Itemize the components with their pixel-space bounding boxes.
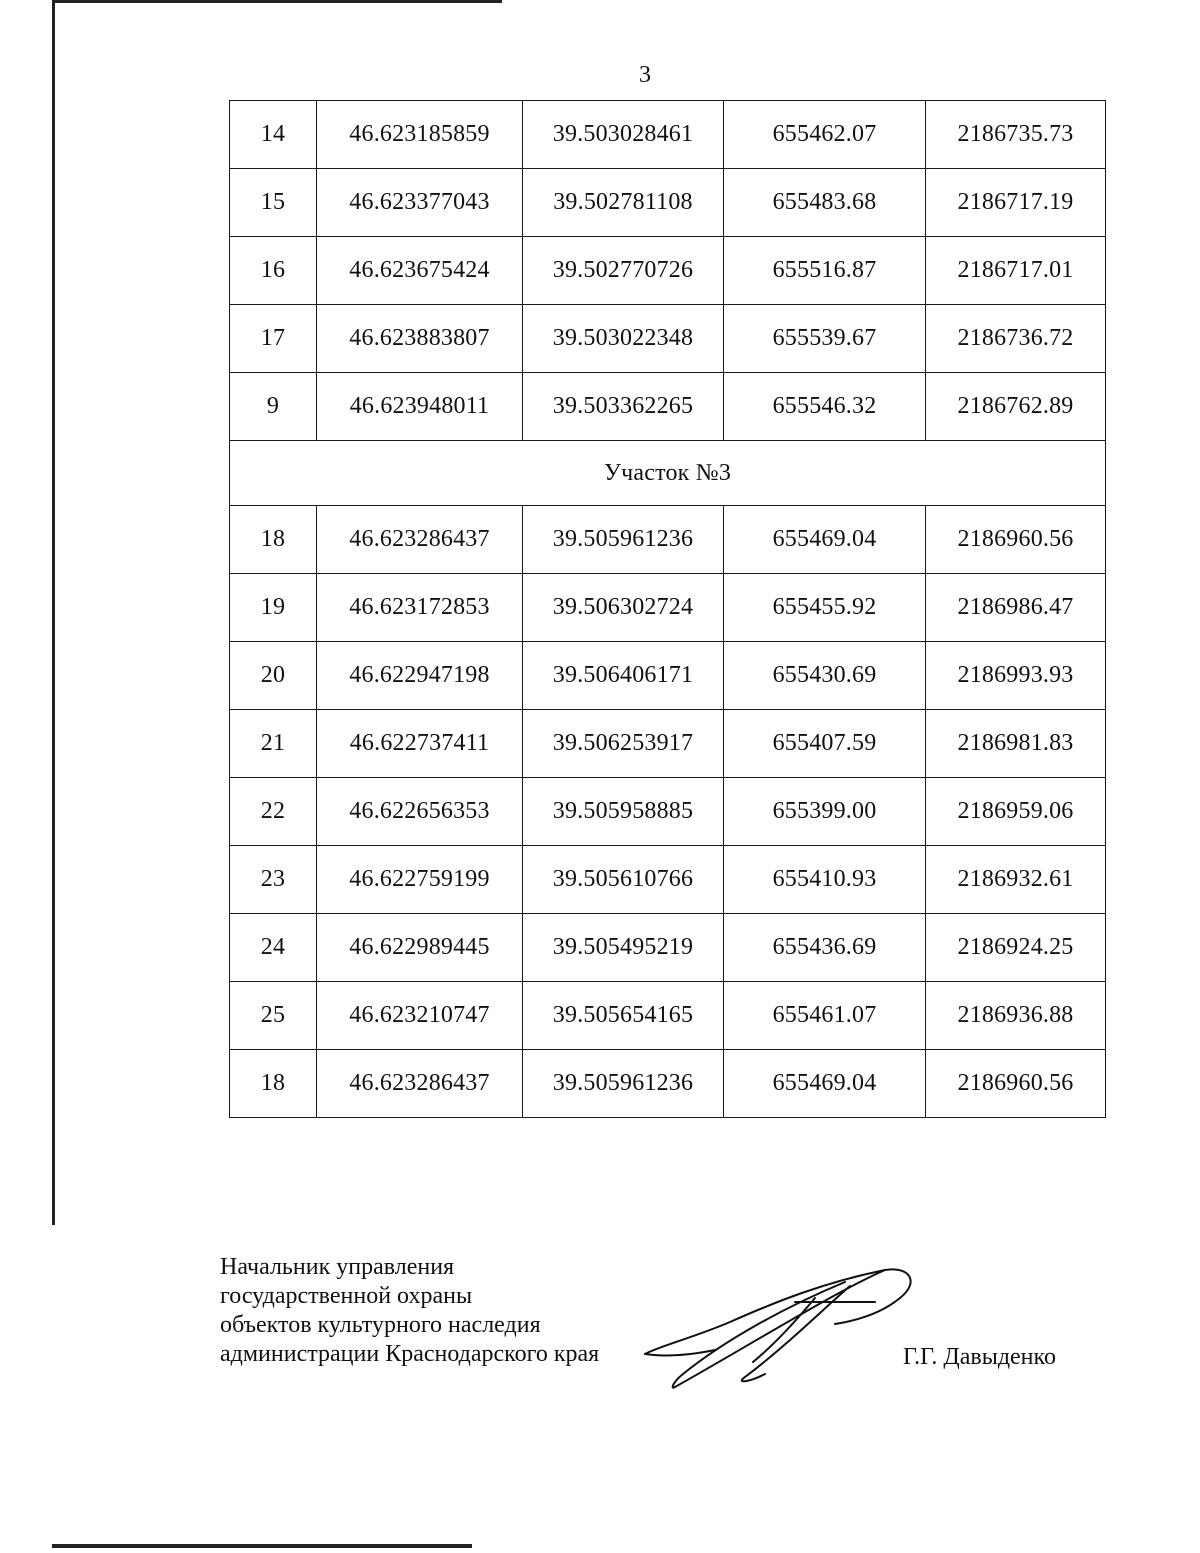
coord-x-cell: 655399.00 xyxy=(724,778,926,846)
longitude-cell: 39.505961236 xyxy=(523,1050,724,1118)
point-number-cell: 16 xyxy=(230,237,317,305)
point-number-cell: 21 xyxy=(230,710,317,778)
table-row xyxy=(230,305,1106,373)
coord-y-cell: 2186960.56 xyxy=(926,1050,1106,1118)
latitude-cell: 46.622737411 xyxy=(317,710,523,778)
table-row xyxy=(230,169,1106,237)
coord-y-cell: 2186717.01 xyxy=(926,237,1106,305)
table-row xyxy=(230,982,1106,1050)
signer-position xyxy=(220,1253,599,1369)
coord-x-cell: 655436.69 xyxy=(724,914,926,982)
point-number-cell: 14 xyxy=(230,101,317,169)
latitude-cell: 46.622759199 xyxy=(317,846,523,914)
longitude-cell: 39.502770726 xyxy=(523,237,724,305)
scan-edge-bottom xyxy=(52,1544,472,1548)
point-number-cell: 19 xyxy=(230,574,317,642)
longitude-cell: 39.505610766 xyxy=(523,846,724,914)
latitude-cell: 46.622989445 xyxy=(317,914,523,982)
coord-y-cell: 2186736.72 xyxy=(926,305,1106,373)
coord-x-cell: 655461.07 xyxy=(724,982,926,1050)
coord-y-cell: 2186986.47 xyxy=(926,574,1106,642)
coord-y-cell: 2186981.83 xyxy=(926,710,1106,778)
coord-y-cell: 2186960.56 xyxy=(926,506,1106,574)
table-row xyxy=(230,574,1106,642)
latitude-cell: 46.623210747 xyxy=(317,982,523,1050)
coord-x-cell: 655483.68 xyxy=(724,169,926,237)
longitude-cell: 39.502781108 xyxy=(523,169,724,237)
longitude-cell: 39.506253917 xyxy=(523,710,724,778)
coord-y-cell: 2186762.89 xyxy=(926,373,1106,441)
latitude-cell: 46.623675424 xyxy=(317,237,523,305)
latitude-cell: 46.622947198 xyxy=(317,642,523,710)
table-row xyxy=(230,642,1106,710)
coord-y-cell: 2186924.25 xyxy=(926,914,1106,982)
point-number-cell: 24 xyxy=(230,914,317,982)
latitude-cell: 46.623948011 xyxy=(317,373,523,441)
scan-edge-left xyxy=(52,0,55,1225)
longitude-cell: 39.505961236 xyxy=(523,506,724,574)
signer-name: Г.Г. Давыденко xyxy=(903,1344,1056,1370)
latitude-cell: 46.623286437 xyxy=(317,506,523,574)
coord-x-cell: 655539.67 xyxy=(724,305,926,373)
section-header-row xyxy=(230,441,1106,506)
point-number-cell: 25 xyxy=(230,982,317,1050)
longitude-cell: 39.505654165 xyxy=(523,982,724,1050)
coord-x-cell: 655469.04 xyxy=(724,1050,926,1118)
point-number-cell: 23 xyxy=(230,846,317,914)
longitude-cell: 39.503022348 xyxy=(523,305,724,373)
latitude-cell: 46.623185859 xyxy=(317,101,523,169)
signer-position-line: государственной охраны xyxy=(220,1283,473,1309)
signer-position-line: Начальник управления xyxy=(220,1254,455,1280)
longitude-cell: 39.506302724 xyxy=(523,574,724,642)
handwritten-signature xyxy=(635,1262,915,1392)
section-row xyxy=(230,441,1106,506)
point-number-cell: 22 xyxy=(230,778,317,846)
coordinates-table xyxy=(229,100,1106,1118)
coord-x-cell: 655462.07 xyxy=(724,101,926,169)
coord-y-cell: 2186735.73 xyxy=(926,101,1106,169)
table-row xyxy=(230,237,1106,305)
table-row xyxy=(230,778,1106,846)
coord-x-cell: 655546.32 xyxy=(724,373,926,441)
point-number-cell: 15 xyxy=(230,169,317,237)
coord-x-cell: 655407.59 xyxy=(724,710,926,778)
latitude-cell: 46.623286437 xyxy=(317,1050,523,1118)
point-number-cell: 20 xyxy=(230,642,317,710)
coord-y-cell: 2186936.88 xyxy=(926,982,1106,1050)
coord-x-cell: 655469.04 xyxy=(724,506,926,574)
table-row xyxy=(230,101,1106,169)
section-title: Участок №3 xyxy=(230,441,1106,506)
longitude-cell: 39.505958885 xyxy=(523,778,724,846)
coord-y-cell: 2186993.93 xyxy=(926,642,1106,710)
signer-position-line: объектов культурного наследия xyxy=(220,1312,541,1338)
latitude-cell: 46.623883807 xyxy=(317,305,523,373)
longitude-cell: 39.503028461 xyxy=(523,101,724,169)
table-row xyxy=(230,914,1106,982)
longitude-cell: 39.505495219 xyxy=(523,914,724,982)
table-row xyxy=(230,846,1106,914)
coord-y-cell: 2186959.06 xyxy=(926,778,1106,846)
coord-x-cell: 655455.92 xyxy=(724,574,926,642)
latitude-cell: 46.623172853 xyxy=(317,574,523,642)
coord-x-cell: 655410.93 xyxy=(724,846,926,914)
scan-edge-top xyxy=(52,0,502,3)
table-body-top xyxy=(230,101,1106,441)
table-row xyxy=(230,1050,1106,1118)
latitude-cell: 46.623377043 xyxy=(317,169,523,237)
point-number-cell: 9 xyxy=(230,373,317,441)
longitude-cell: 39.503362265 xyxy=(523,373,724,441)
longitude-cell: 39.506406171 xyxy=(523,642,724,710)
table-row xyxy=(230,506,1106,574)
table-row xyxy=(230,710,1106,778)
table-row xyxy=(230,373,1106,441)
point-number-cell: 18 xyxy=(230,506,317,574)
page-number: 3 xyxy=(639,62,651,88)
point-number-cell: 17 xyxy=(230,305,317,373)
coord-x-cell: 655516.87 xyxy=(724,237,926,305)
table-body-bottom xyxy=(230,506,1106,1118)
signer-position-line: администрации Краснодарского края xyxy=(220,1341,600,1367)
coord-y-cell: 2186932.61 xyxy=(926,846,1106,914)
point-number-cell: 18 xyxy=(230,1050,317,1118)
coord-x-cell: 655430.69 xyxy=(724,642,926,710)
coord-y-cell: 2186717.19 xyxy=(926,169,1106,237)
latitude-cell: 46.622656353 xyxy=(317,778,523,846)
